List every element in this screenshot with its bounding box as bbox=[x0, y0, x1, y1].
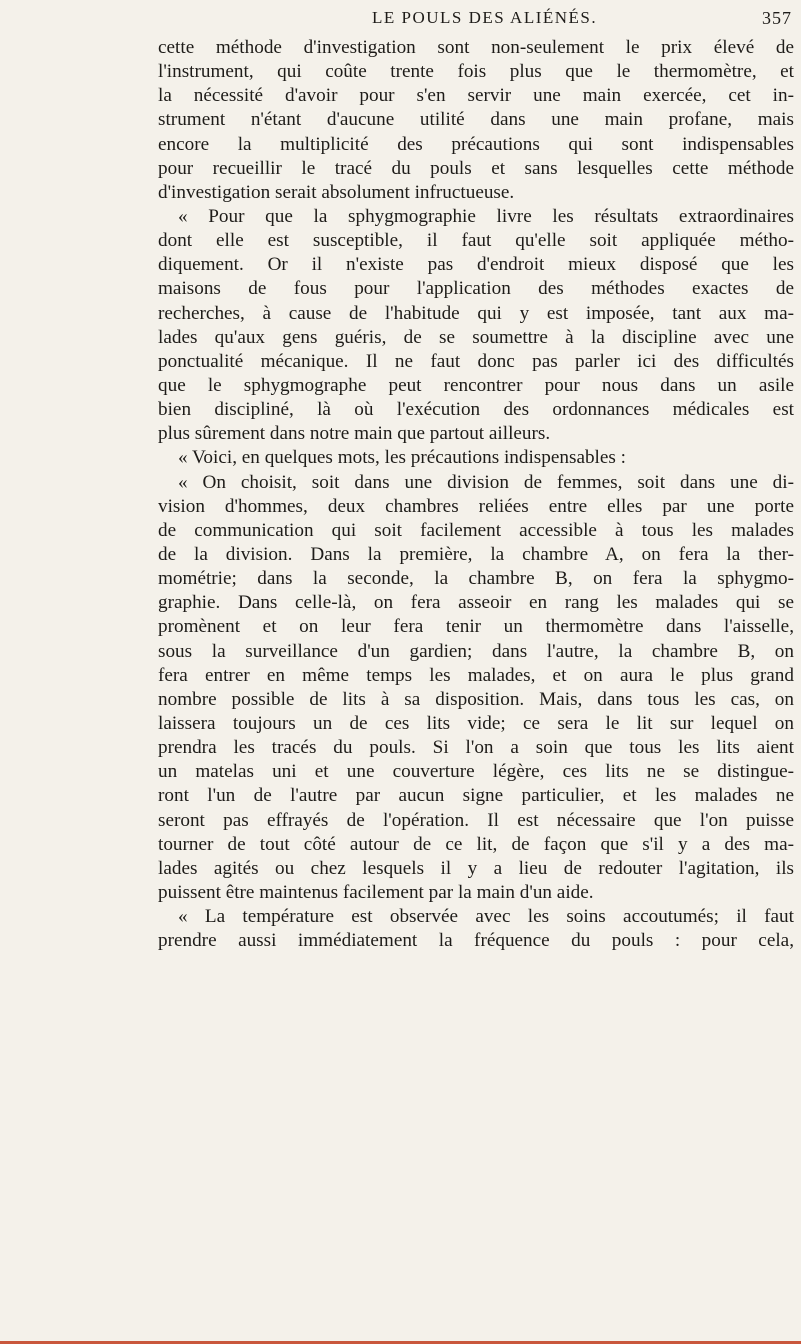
text-line: ront l'un de l'autre par aucun signe particulier, et les malades ne bbox=[158, 785, 794, 807]
text-line: puissent être maintenus facilement par la main d'un aide. bbox=[158, 881, 594, 903]
text-line: plus sûrement dans notre main que partout ailleurs. bbox=[158, 423, 551, 445]
text-line: la nécessité d'avoir pour s'en servir une main exercée, cet in- bbox=[158, 85, 794, 107]
text-line: fera entrer en même temps les malades, et on aura le plus grand bbox=[158, 664, 794, 686]
page-number: 357 bbox=[762, 8, 792, 28]
text-line: dont elle est susceptible, il faut qu'elle soit appliquée métho- bbox=[158, 230, 794, 252]
text-line: l'instrument, qui coûte trente fois plus que le thermomètre, et bbox=[158, 61, 794, 83]
text-line: maisons de fous pour l'application des méthodes exactes de bbox=[158, 278, 794, 300]
text-line: seront pas effrayés de l'opération. Il est nécessaire que l'on puisse bbox=[158, 809, 794, 831]
text-line: lades agités ou chez lesquels il y a lieu de redouter l'agitation, ils bbox=[158, 857, 794, 879]
text-line: strument n'étant d'aucune utilité dans une main profane, mais bbox=[158, 109, 794, 131]
text-line: tourner de tout côté autour de ce lit, de façon que s'il y a des ma- bbox=[158, 833, 794, 855]
text-line: encore la multiplicité des précautions qui sont indispensables bbox=[158, 133, 794, 155]
text-line: diquement. Or il n'existe pas d'endroit mieux disposé que les bbox=[158, 254, 794, 276]
text-line: vision d'hommes, deux chambres reliées entre elles par une porte bbox=[158, 495, 794, 517]
text-line: « Voici, en quelques mots, les précautions indispensables : bbox=[178, 447, 627, 469]
text-line: prendre aussi immédiatement la fréquence du pouls : pour cela, bbox=[158, 930, 794, 952]
page-header bbox=[158, 8, 798, 32]
text-line: « La température est observée avec les soins accoutumés; il faut bbox=[178, 906, 794, 928]
text-line: laissera toujours un de ces lits vide; ce sera le lit sur lequel on bbox=[158, 712, 794, 734]
text-line: promènent et on leur fera tenir un thermomètre dans l'aisselle, bbox=[158, 616, 794, 638]
text-line: d'investigation serait absolument infructueuse. bbox=[158, 181, 515, 203]
text-line: nombre possible de lits à sa disposition. Mais, dans tous les cas, on bbox=[158, 688, 794, 710]
text-line: ponctualité mécanique. Il ne faut donc pas parler ici des difficultés bbox=[158, 350, 794, 372]
text-line: pour recueillir le tracé du pouls et sans lesquelles cette méthode bbox=[158, 157, 794, 179]
text-line: graphie. Dans celle-là, on fera asseoir en rang les malades qui se bbox=[158, 592, 794, 614]
text-line: cette méthode d'investigation sont non-seulement le prix élevé de bbox=[158, 37, 794, 58]
text-line: mométrie; dans la seconde, la chambre B, on fera la sphygmo- bbox=[158, 568, 794, 590]
text-line: de communication qui soit facilement accessible à tous les malades bbox=[158, 519, 794, 541]
text-line: de la division. Dans la première, la chambre A, on fera la ther- bbox=[158, 543, 794, 565]
text-line: sous la surveillance d'un gardien; dans l'autre, la chambre B, on bbox=[158, 640, 794, 662]
running-title: LE POULS DES ALIÉNÉS. bbox=[372, 8, 598, 27]
body-text bbox=[158, 36, 794, 953]
text-line: « Pour que la sphygmographie livre les résultats extraordinaires bbox=[178, 205, 794, 227]
text-line: prendra les tracés du pouls. Si l'on a soin que tous les lits aient bbox=[158, 737, 794, 759]
text-line: recherches, à cause de l'habitude qui y est imposée, tant aux ma- bbox=[158, 302, 794, 324]
text-line: « On choisit, soit dans une division de femmes, soit dans une di- bbox=[178, 471, 794, 493]
text-line: que le sphygmographe peut rencontrer pour nous dans un asile bbox=[158, 374, 794, 396]
text-line: un matelas uni et une couverture légère, ces lits ne se distingue- bbox=[158, 761, 794, 783]
text-line: bien discipliné, là où l'exécution des ordonnances médicales est bbox=[158, 399, 794, 421]
text-line: lades qu'aux gens guéris, de se soumettre à la discipline avec une bbox=[158, 326, 794, 348]
